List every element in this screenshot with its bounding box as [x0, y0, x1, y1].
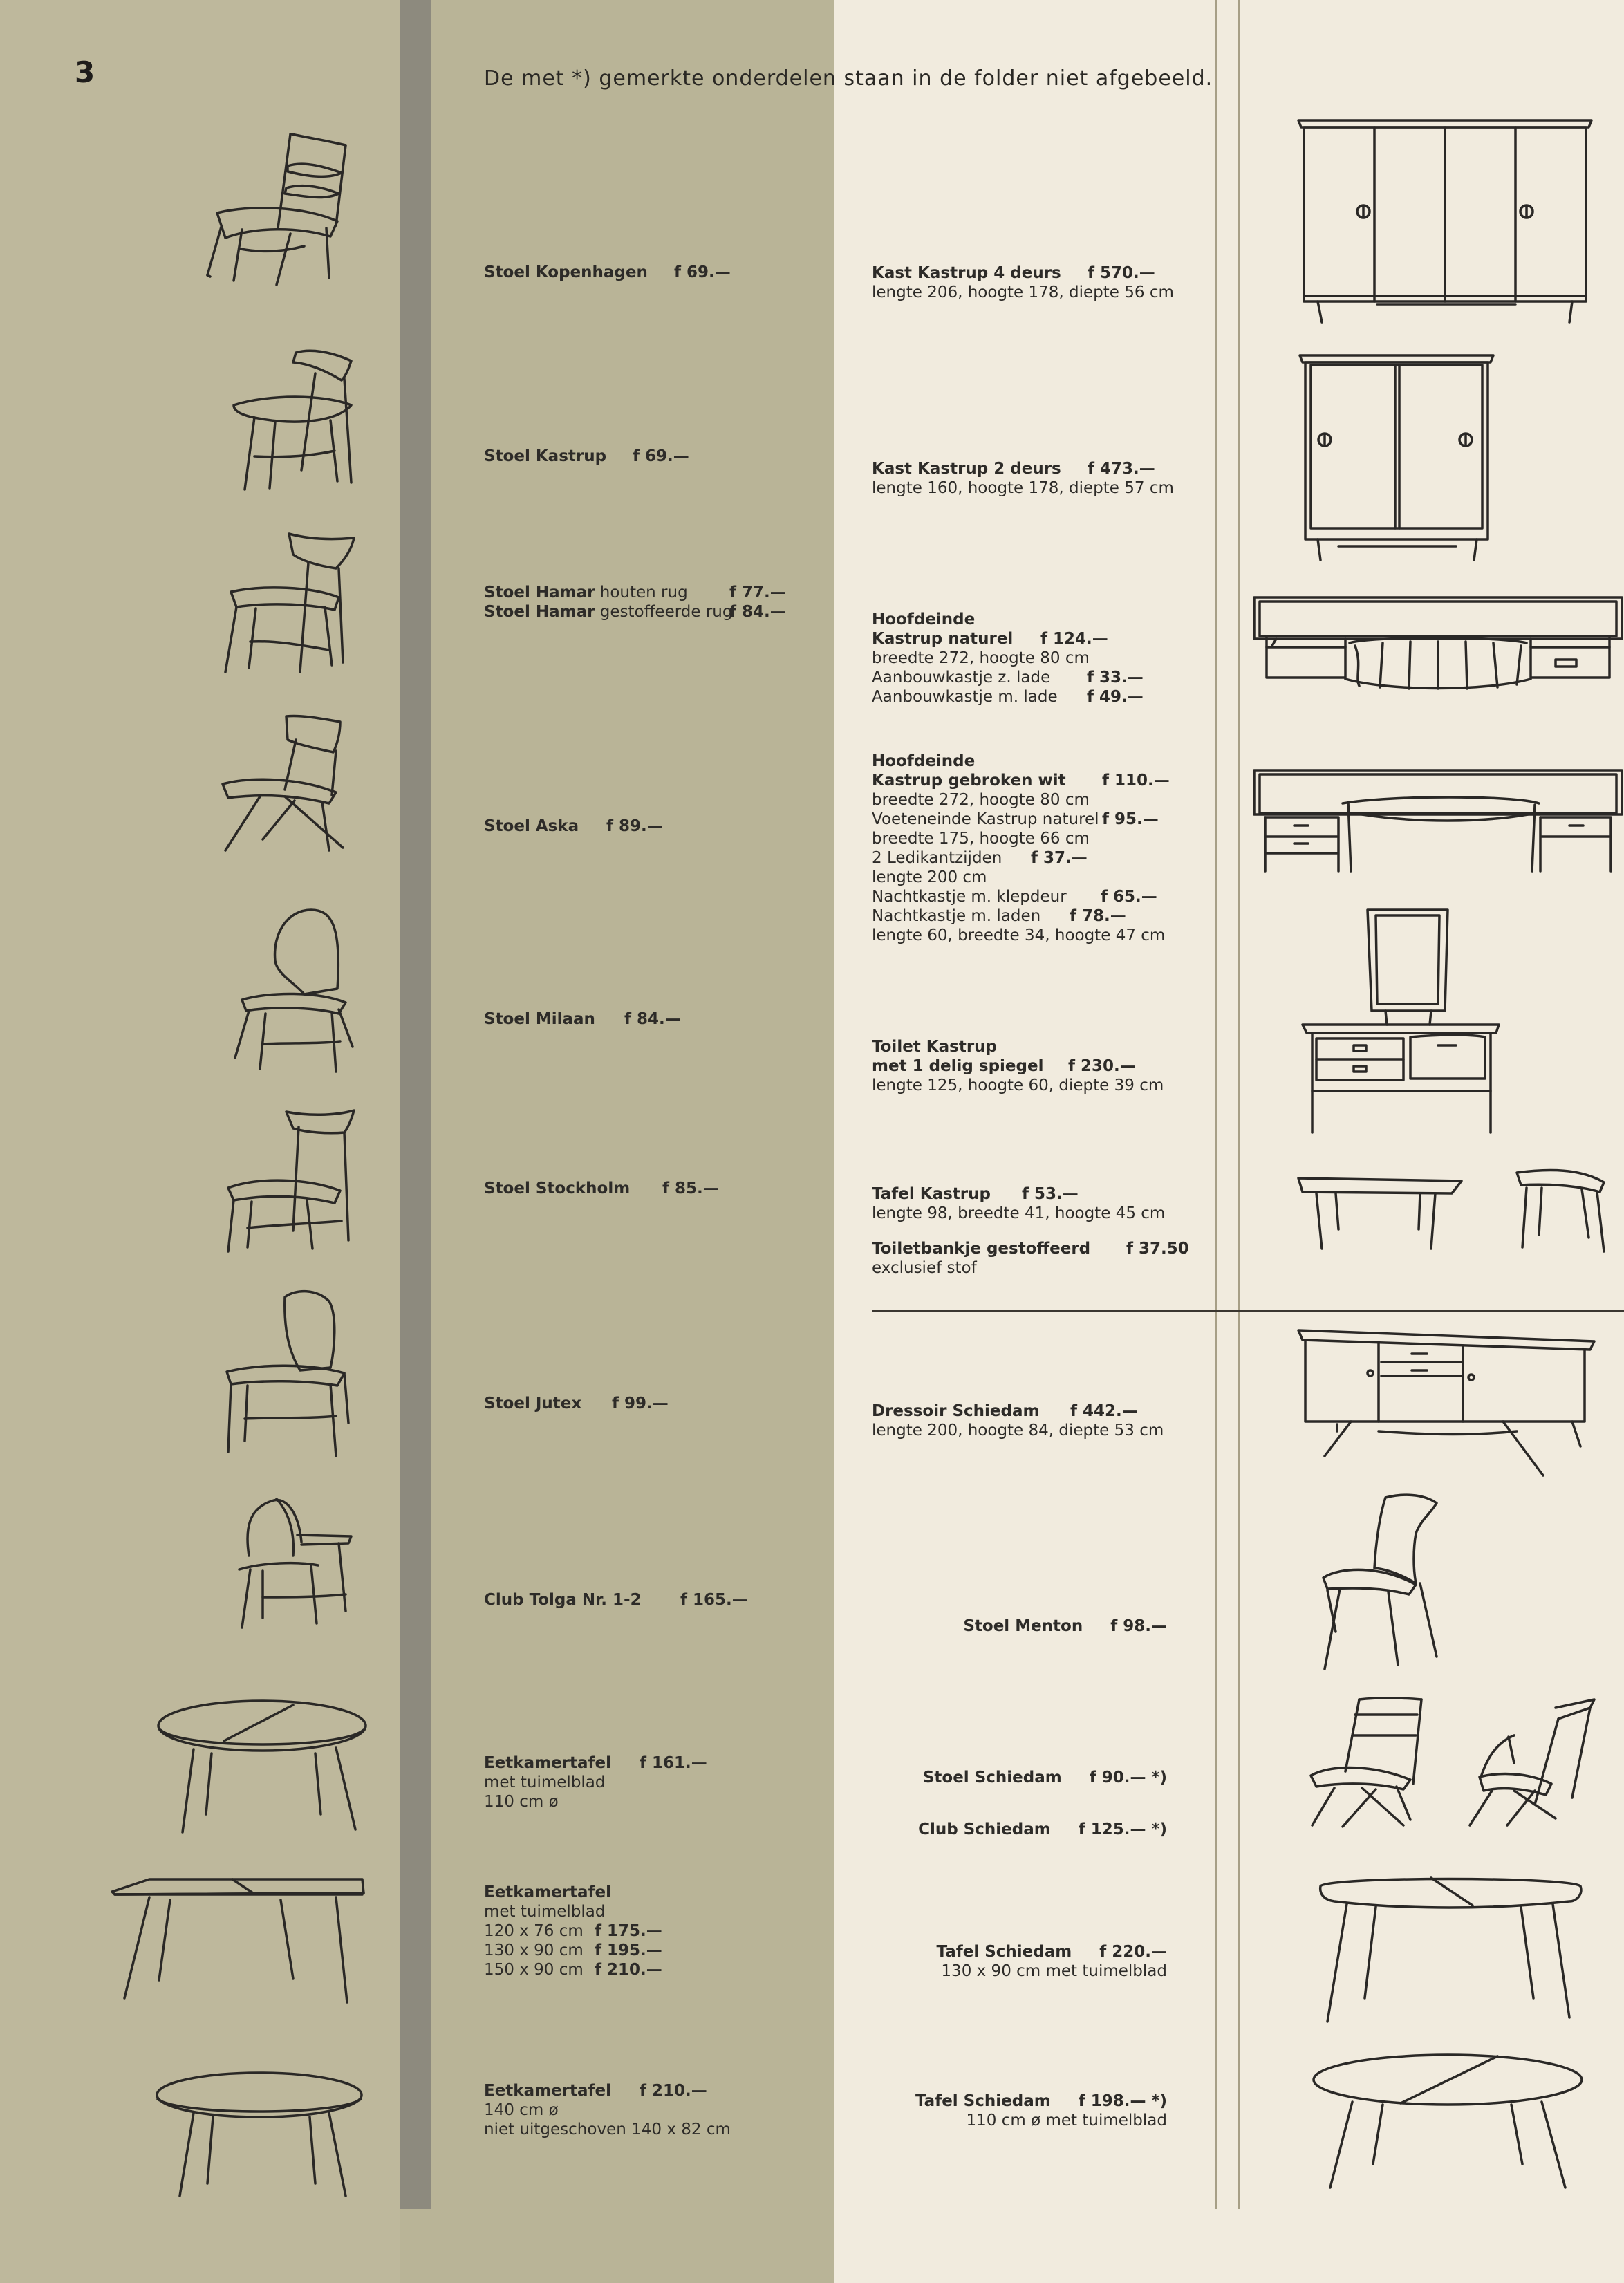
- label-line: [872, 1401, 1164, 1421]
- oval-table-schiedam-icon: [1311, 2052, 1585, 2192]
- chair-aska-icon: [218, 712, 357, 857]
- label-line: [872, 1258, 1090, 1278]
- product-name: Kast Kastrup 4 deurs: [872, 264, 1061, 282]
- product-detail: 120 x 76 cm: [484, 1922, 584, 1940]
- label-line: [484, 1883, 611, 1902]
- product-detail: lengte 60, breedte 34, hoogte 47 cm: [872, 926, 1166, 944]
- label-line: [872, 926, 1165, 945]
- product-detail: breedte 272, hoogte 80 cm: [872, 791, 1090, 809]
- price: f 99.—: [612, 1395, 669, 1413]
- label-line: [484, 1009, 681, 1029]
- label-line: [872, 687, 1144, 707]
- product-name: Kastrup gebroken wit: [872, 772, 1066, 790]
- sideboard-icon: [1296, 1327, 1597, 1481]
- label-line: [484, 2100, 731, 2120]
- left-item-label: [484, 1179, 719, 1198]
- label-line: [923, 1768, 1167, 1787]
- product-detail: Nachtkastje m. klepdeur: [872, 888, 1067, 906]
- price: f 85.—: [662, 1180, 719, 1198]
- price: f 77.—: [729, 584, 786, 602]
- product-name: Dressoir Schiedam: [872, 1402, 1040, 1420]
- price: f 37.—: [1031, 849, 1088, 867]
- product-name: Stoel Kopenhagen: [484, 263, 648, 281]
- product-name: Club Schiedam: [918, 1820, 1051, 1838]
- left-item-label: [484, 1753, 707, 1811]
- label-line: [484, 602, 786, 622]
- label-line: [872, 848, 1165, 868]
- product-detail: niet uitgeschoven 140 x 82 cm: [484, 2121, 731, 2138]
- right-item-label: [923, 1768, 1167, 1787]
- label-line: [872, 1204, 1165, 1223]
- product-name: Kastrup naturel: [872, 630, 1014, 648]
- label-line: [872, 478, 1174, 498]
- product-detail: 140 cm ø: [484, 2101, 559, 2119]
- product-name: Club Tolga Nr. 1-2: [484, 1591, 642, 1609]
- product-name: Kast Kastrup 2 deurs: [872, 460, 1061, 478]
- chair-kopenhagen-icon: [200, 124, 353, 297]
- label-line: [915, 2091, 1167, 2111]
- label-line: [872, 752, 1165, 771]
- label-line: [484, 817, 663, 836]
- product-detail: 2 Ledikantzijden: [872, 849, 1002, 867]
- label-line: [872, 1184, 1165, 1204]
- product-name: Stoel Schiedam: [922, 1769, 1062, 1787]
- product-name: Stoel Milaan: [484, 1010, 595, 1028]
- product-name: Toiletbankje gestoffeerd: [872, 1240, 1091, 1258]
- right-item-label: [872, 610, 1144, 707]
- price: f 220.—: [1099, 1943, 1167, 1961]
- price: f 84.—: [729, 603, 786, 621]
- price: f 37.50: [1126, 1240, 1189, 1258]
- label-line: [484, 1902, 611, 1921]
- headboard-naturel-icon: [1251, 595, 1624, 691]
- page-number: 3: [75, 55, 95, 89]
- product-detail: met tuimelblad: [484, 1903, 606, 1921]
- label-line: [872, 668, 1144, 687]
- label-line: [872, 1421, 1164, 1440]
- price: f 90.— *): [1089, 1769, 1167, 1787]
- product-detail: Aanbouwkastje z. lade: [872, 669, 1051, 687]
- label-line: [915, 2111, 1167, 2130]
- table-schiedam-icon: [1314, 1874, 1587, 2030]
- round-table-icon: [155, 1698, 369, 1836]
- label-line: [484, 447, 689, 466]
- product-detail: lengte 125, hoogte 60, diepte 39 cm: [872, 1077, 1164, 1094]
- product-name: Eetkamertafel: [484, 1883, 612, 1901]
- divider-line-left: [1215, 0, 1217, 2209]
- divider-line-right: [1238, 0, 1240, 2209]
- chair-jutex-icon: [220, 1287, 358, 1467]
- product-detail: 110 cm ø: [484, 1793, 559, 1811]
- product-name: Tafel Schiedam: [915, 2092, 1051, 2110]
- label-line: [872, 1239, 1189, 1258]
- club-tolga-icon: [235, 1493, 366, 1632]
- chair-kastrup-icon: [227, 346, 365, 498]
- stool-icon: [1514, 1168, 1608, 1256]
- product-name: Tafel Schiedam: [936, 1943, 1072, 1961]
- product-detail: lengte 206, hoogte 178, diepte 56 cm: [872, 283, 1174, 301]
- label-line: [484, 1941, 662, 1960]
- wardrobe-2-door-icon: [1297, 353, 1497, 566]
- right-item-label: [872, 1037, 1164, 1095]
- label-line: [872, 829, 1165, 848]
- price: f 95.—: [1102, 810, 1159, 828]
- price: f 65.—: [1101, 888, 1157, 906]
- product-name: Tafel Kastrup: [872, 1185, 991, 1203]
- label-line: [872, 459, 1174, 478]
- left-item-label: [484, 1590, 748, 1610]
- price: f 210.—: [595, 1961, 662, 1979]
- label-line: [872, 263, 1174, 283]
- label-line: [936, 1942, 1167, 1961]
- label-line: [936, 1961, 1167, 1981]
- label-line: [484, 1960, 662, 1979]
- left-item-label: [484, 263, 731, 282]
- oval-table-icon: [152, 2067, 366, 2206]
- chair-hamar-icon: [221, 530, 360, 682]
- product-name: Eetkamertafel: [484, 2082, 612, 2100]
- product-detail: houten rug: [595, 584, 688, 602]
- label-line: [872, 629, 1108, 649]
- chair-milaan-icon: [228, 906, 366, 1079]
- product-detail: gestoffeerde rug: [595, 603, 733, 621]
- label-line: [963, 1616, 1167, 1636]
- right-item-label: [918, 1820, 1167, 1839]
- product-detail: 150 x 90 cm: [484, 1961, 584, 1979]
- product-detail: Voeteneinde Kastrup naturel: [872, 810, 1099, 828]
- product-detail: breedte 272, hoogte 80 cm: [872, 649, 1090, 667]
- left-item-label: [484, 1009, 681, 1029]
- left-item-label: [484, 2081, 731, 2139]
- product-name: met 1 delig spiegel: [872, 1057, 1044, 1075]
- product-detail: 110 cm ø met tuimelblad: [966, 2112, 1167, 2130]
- left-item-label: [484, 1883, 662, 1979]
- label-line: [484, 1773, 611, 1792]
- price: f 110.—: [1102, 772, 1170, 790]
- price: f 98.—: [1110, 1617, 1167, 1635]
- price: f 165.—: [680, 1591, 748, 1609]
- right-item-label: [963, 1616, 1167, 1636]
- product-name: Hoofdeinde: [872, 752, 976, 770]
- price: f 442.—: [1070, 1402, 1138, 1420]
- price: f 195.—: [595, 1941, 662, 1959]
- product-name: Stoel Hamar: [484, 584, 595, 602]
- product-detail: breedte 175, hoogte 66 cm: [872, 830, 1090, 848]
- label-line: [484, 1792, 611, 1811]
- bed-set-icon: [1251, 767, 1624, 878]
- product-name: Stoel Hamar: [484, 603, 595, 621]
- product-detail: 130 x 90 cm: [484, 1941, 584, 1959]
- label-line: [484, 1921, 662, 1941]
- product-detail: Nachtkastje m. laden: [872, 907, 1041, 925]
- left-item-label: [484, 817, 663, 836]
- price: f 53.—: [1022, 1185, 1079, 1203]
- dressing-table-icon: [1300, 907, 1504, 1133]
- label-line: [872, 887, 1165, 906]
- product-name: Stoel Kastrup: [484, 447, 607, 465]
- label-line: [872, 283, 1174, 302]
- label-line: [872, 906, 1165, 926]
- left-item-label: [484, 1394, 669, 1413]
- price: f 49.—: [1087, 688, 1144, 706]
- product-detail: lengte 200 cm: [872, 868, 987, 886]
- label-line: [872, 810, 1165, 829]
- price: f 175.—: [595, 1922, 662, 1940]
- price: f 570.—: [1088, 264, 1155, 282]
- label-line: [872, 649, 1090, 668]
- chair-menton-icon: [1319, 1493, 1457, 1673]
- chairs-schiedam-icon: [1307, 1694, 1608, 1829]
- price: f 89.—: [606, 817, 663, 835]
- label-line: [484, 2081, 731, 2100]
- label-line: [872, 868, 1165, 887]
- label-line: [872, 1076, 1164, 1095]
- product-detail: lengte 98, breedte 41, hoogte 45 cm: [872, 1204, 1166, 1222]
- header-note: De met *) gemerkte onderdelen staan in de folder niet afgebeeld.: [484, 66, 1213, 91]
- wardrobe-4-door-icon: [1294, 118, 1596, 326]
- section-divider: [872, 1310, 1624, 1312]
- product-name: Toilet Kastrup: [872, 1038, 998, 1056]
- label-line: [872, 610, 1090, 629]
- label-line: [484, 1753, 707, 1773]
- label-line: [872, 790, 1165, 810]
- label-line: [484, 2120, 731, 2139]
- product-detail: lengte 160, hoogte 178, diepte 57 cm: [872, 479, 1174, 497]
- right-item-label: [936, 1942, 1167, 1981]
- product-detail: Aanbouwkastje m. lade: [872, 688, 1058, 706]
- price: f 473.—: [1088, 460, 1155, 478]
- left-item-label: [484, 583, 786, 622]
- label-line: [918, 1820, 1167, 1839]
- product-detail: lengte 200, hoogte 84, diepte 53 cm: [872, 1422, 1164, 1439]
- price: f 69.—: [674, 263, 731, 281]
- right-item-label: [872, 752, 1170, 945]
- product-name: Eetkamertafel: [484, 1754, 612, 1772]
- price: f 84.—: [624, 1010, 681, 1028]
- left-item-label: [484, 447, 689, 466]
- label-line: [484, 263, 731, 282]
- product-name: Stoel Stockholm: [484, 1180, 631, 1198]
- price: f 124.—: [1040, 630, 1108, 648]
- label-line: [484, 1179, 719, 1198]
- coffee-table-icon: [1296, 1173, 1466, 1253]
- product-name: Stoel Aska: [484, 817, 579, 835]
- right-item-label: [872, 1184, 1165, 1223]
- product-detail: 130 x 90 cm met tuimelblad: [941, 1962, 1167, 1980]
- extending-table-icon: [108, 1876, 371, 2008]
- product-detail: met tuimelblad: [484, 1773, 606, 1791]
- price: f 210.—: [640, 2082, 707, 2100]
- label-line: [484, 1590, 748, 1610]
- label-line: [484, 583, 786, 602]
- label-line: [872, 1056, 1164, 1076]
- price: f 161.—: [640, 1754, 707, 1772]
- price: f 78.—: [1070, 907, 1126, 925]
- right-item-label: [872, 1401, 1164, 1440]
- product-name: Hoofdeinde: [872, 611, 976, 628]
- price: f 33.—: [1087, 669, 1144, 687]
- price: f 69.—: [633, 447, 689, 465]
- right-item-label: [915, 2091, 1167, 2130]
- right-item-label: [872, 459, 1174, 498]
- price: f 125.— *): [1078, 1820, 1167, 1838]
- label-line: [872, 1037, 1164, 1056]
- gray-stripe: [400, 0, 431, 2209]
- chair-stockholm-icon: [224, 1106, 362, 1258]
- price: f 230.—: [1068, 1057, 1136, 1075]
- product-name: Stoel Menton: [963, 1617, 1083, 1635]
- label-line: [484, 1394, 669, 1413]
- product-detail: exclusief stof: [872, 1259, 977, 1277]
- product-name: Stoel Jutex: [484, 1395, 582, 1413]
- price: f 198.— *): [1078, 2092, 1167, 2110]
- right-item-label: [872, 263, 1174, 302]
- right-item-label: [872, 1239, 1189, 1278]
- label-line: [872, 771, 1170, 790]
